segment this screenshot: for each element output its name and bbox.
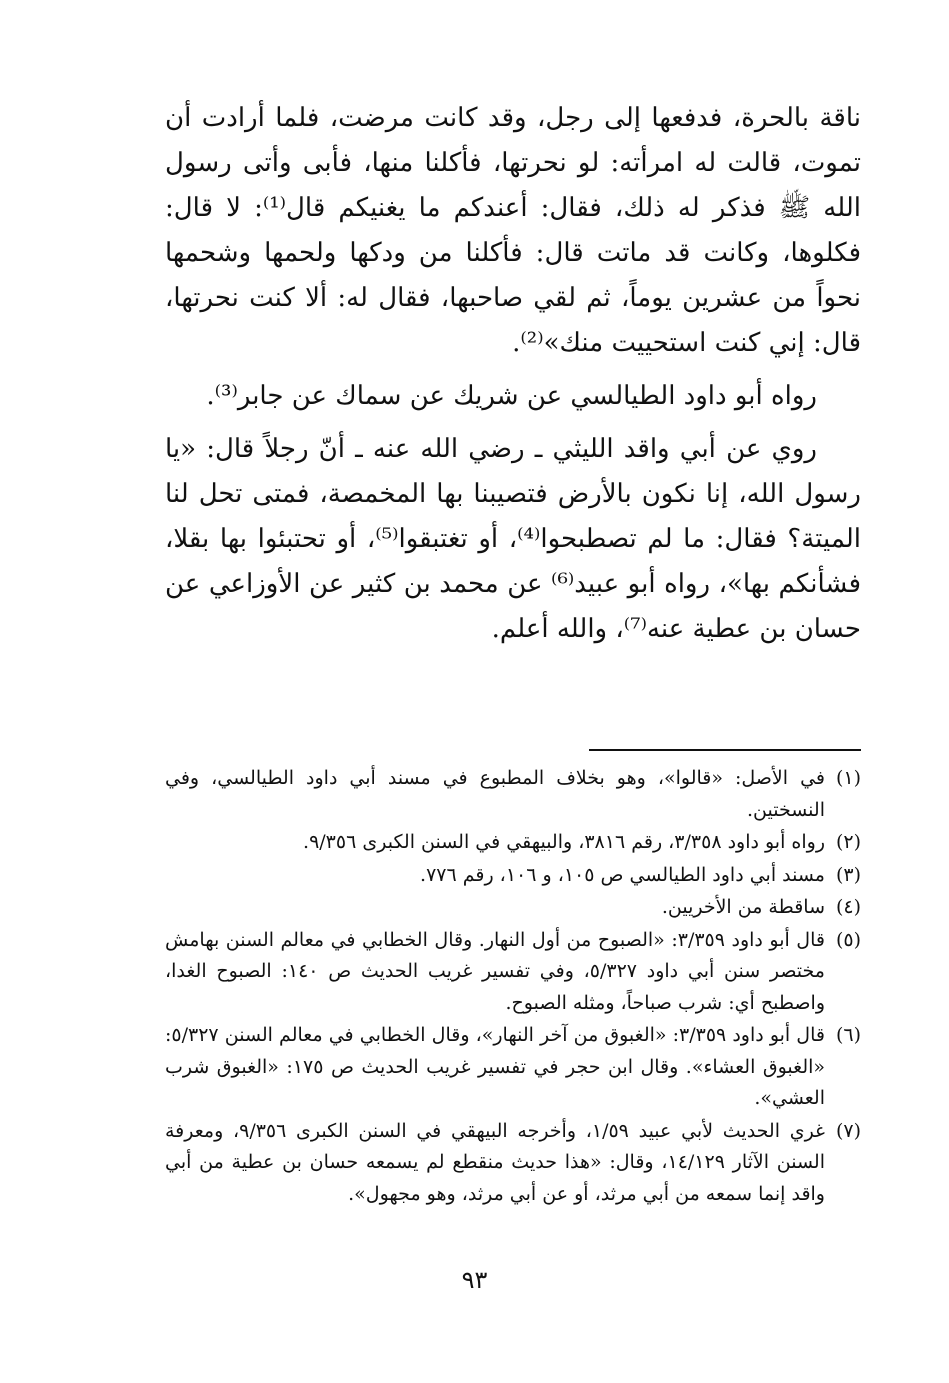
footnote-number: (٦) <box>835 1024 861 1046</box>
footnote-text: غري الحديث لأبي عبيد ١/٥٩، وأخرجه البيهقي في السنن الكبرى ٩/٣٥٦، ومعرفة السنن الآثار ١٤/١٢٩، وقال: «هذا حديث منقطع لم يسمعه حسان بن عطية من أبي واقد إنما سمعه من أبي مرثد، أو عن أبي مرثد، وهو مجهول». <box>165 1119 825 1205</box>
footnotes <box>165 763 861 1211</box>
page-number: ٩٣ <box>461 1266 488 1294</box>
footnote-1 <box>165 763 861 826</box>
footnote-number: (٧) <box>835 1119 861 1142</box>
footnote-number: (١) <box>835 767 861 789</box>
footnote-3 <box>165 860 861 892</box>
footnote-text: في الأصل: «قالوا»، وهو بخلاف المطبوع في مسند أبي داود الطيالسي، وفي النسختين. <box>165 767 825 821</box>
footnote-number: (٤) <box>835 896 861 918</box>
paragraph-1: ناقة بالحرة، فدفعها إلى رجل، وقد كانت مرضت، فلما أرادت أن تموت، قالت له امرأته: لو نحرتها، فأكلنا منها، فأبى وأتى رسول الله ﷺ فذكر له ذلك، فقال: أعندكم ما يغنيكم قال⁽¹⁾: لا قال: فكلوها، وكانت قد ماتت قال: فأكلنا من ودكها ولحمها وشحمها نحواً من عشرين يوماً، ثم لقي صاحبها، فقال له: ألا كنت نحرتها، قال: إني كنت استحييت منك»⁽²⁾. <box>165 103 862 358</box>
footnote-divider <box>589 749 861 751</box>
footnote-text: قال أبو داود ٣/٣٥٩: «الغبوق من آخر النهار»، وقال الخطابي في معالم السنن ٥/٣٢٧: «الغبوق العشاء». وقال ابن حجر في تفسير غريب الحديث ص ١٧٥: «الغبوق شرب العشي». <box>165 1024 826 1109</box>
footnote-5 <box>165 925 861 1020</box>
paragraph-2: رواه أبو داود الطيالسي عن شريك عن سماك عن جابر⁽³⁾. <box>206 381 817 411</box>
footnote-number: (٣) <box>835 863 861 886</box>
footnote-text: ساقطة من الأخريين. <box>661 896 825 918</box>
footnote-4 <box>165 892 861 924</box>
footnote-text: مسند أبي داود الطيالسي ص ١٠٥، و ١٠٦، رقم ٧٧٦. <box>420 863 825 886</box>
footnote-number: (٢) <box>835 831 861 853</box>
main-text <box>165 96 861 660</box>
footnote-number: (٥) <box>835 928 861 951</box>
footnote-2 <box>165 827 861 859</box>
paragraph-3: روي عن أبي واقد الليثي ـ رضي الله عنه ـ أنّ رجلاً قال: «يا رسول الله، إنا نكون بالأرض فتصيبنا بها المخمصة، فمتى تحل لنا الميتة؟ فقال: ما لم تصطبحوا⁽⁴⁾، أو تغتبقوا⁽⁵⁾، أو تحتبئوا بها بقلا، فشأنكم بها»، رواه أبو عبيد⁽⁶⁾ عن محمد بن كثير عن الأوزاعي عن حسان بن عطية عنه⁽⁷⁾، والله أعلم. <box>165 434 862 644</box>
footnote-6 <box>165 1020 861 1115</box>
footnote-text: رواه أبو داود ٣/٣٥٨، رقم ٣٨١٦، والبيهقي في السنن الكبرى ٩/٣٥٦. <box>303 831 825 853</box>
footnote-text: قال أبو داود ٣/٣٥٩: «الصبوح من أول النهار. وقال الخطابي في معالم السنن بهامش مختصر سنن أبي داود ٥/٣٢٧، وفي تفسير غريب الحديث ص ١٤٠: الصبوح الغدا، واصطبح أي: شرب صباحاً، ومثله الصبوح. <box>165 928 825 1014</box>
footnote-7 <box>165 1116 861 1211</box>
